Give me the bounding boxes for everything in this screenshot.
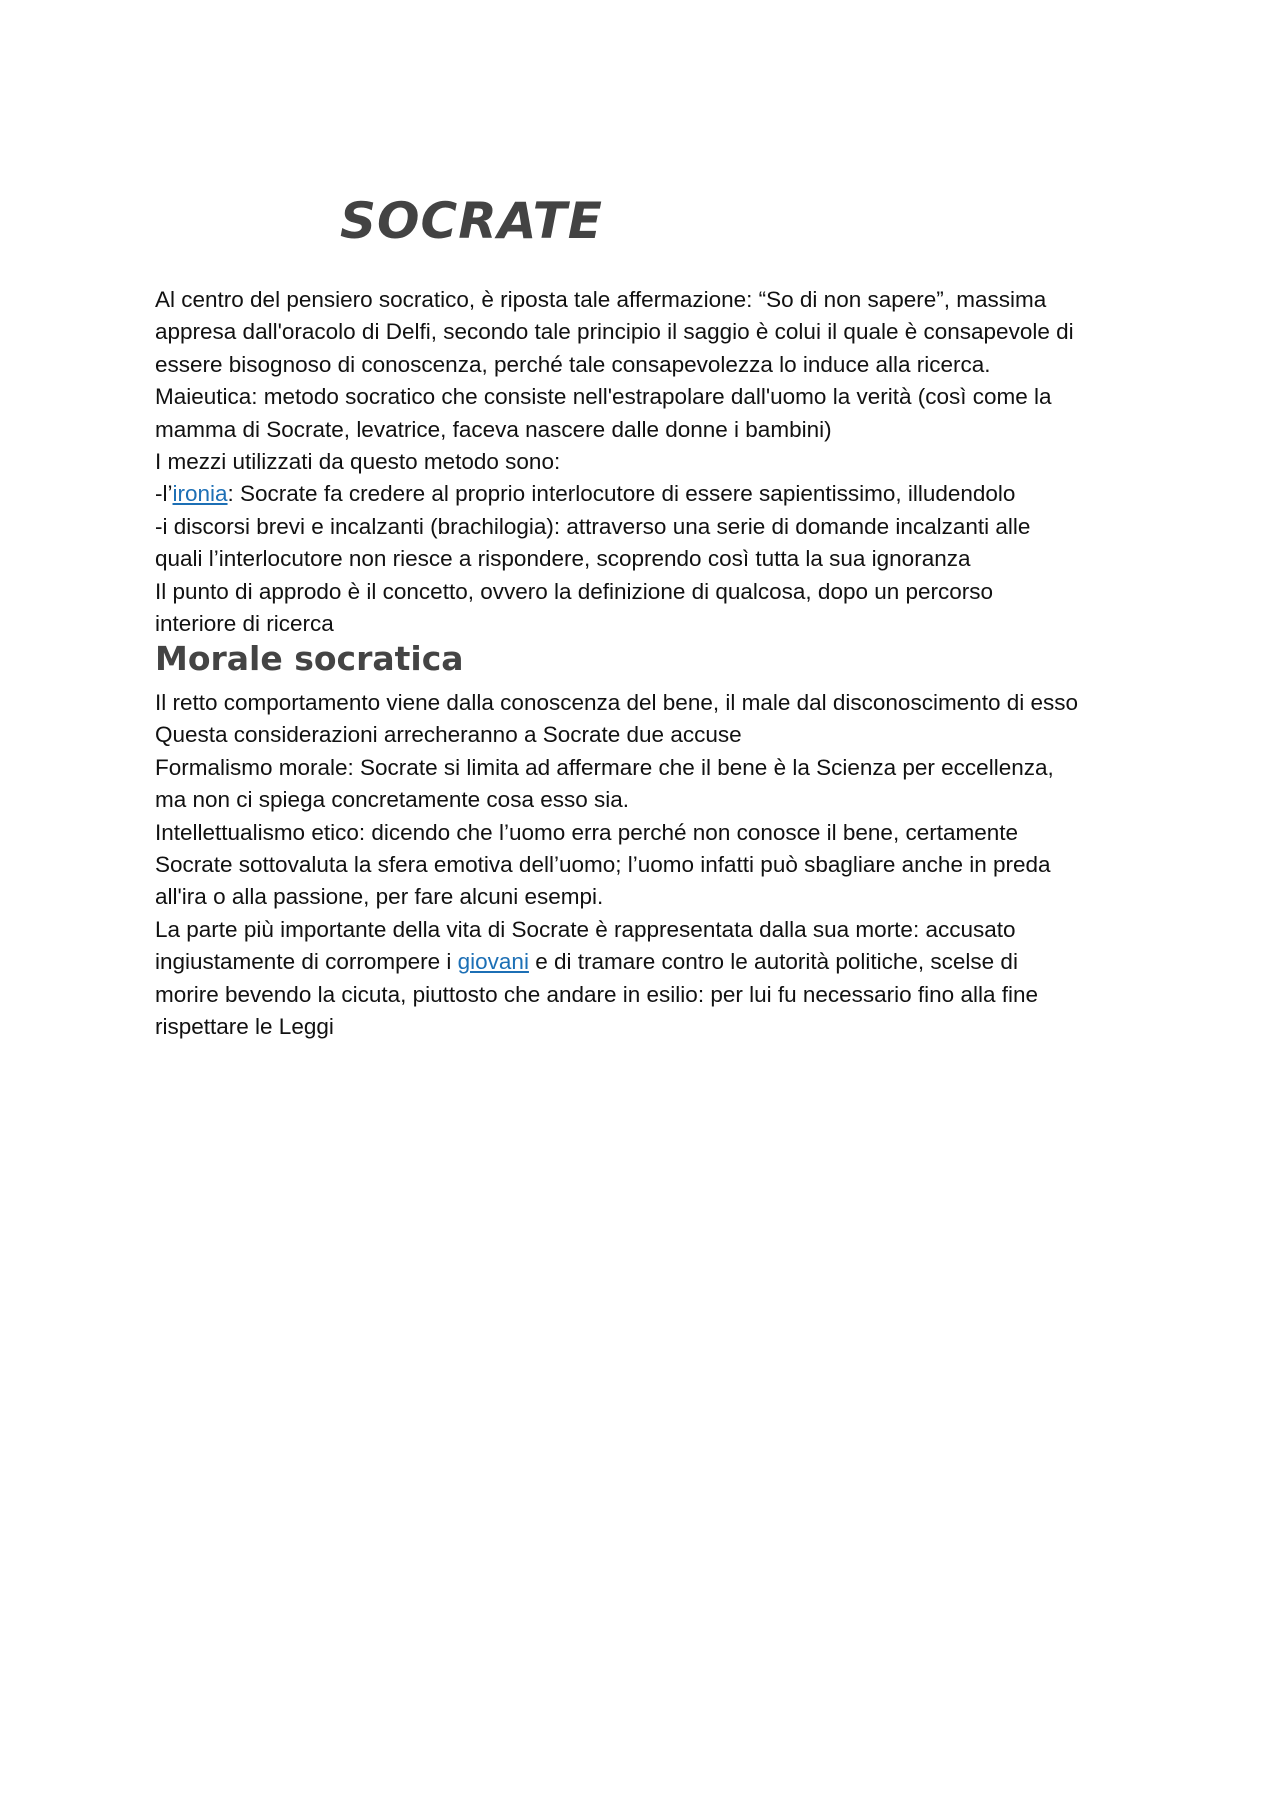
document-title: SOCRATE xyxy=(340,192,603,250)
text-line: Questa considerazioni arrecheranno a Socrate due accuse xyxy=(155,722,742,748)
text-line: interiore di ricerca xyxy=(155,610,334,636)
text-line: essere bisognoso di conoscenza, perché tale consapevolezza lo induce alla ricerca. xyxy=(155,351,991,377)
ironia-link[interactable]: ironia xyxy=(172,481,228,507)
ironia-line xyxy=(155,478,1155,510)
section-morale xyxy=(155,687,1155,1043)
giovani-line xyxy=(155,946,1155,978)
section-intro xyxy=(155,284,1155,640)
text-fragment: e di tramare contro le autorità politiche, scelse di xyxy=(528,949,1018,975)
text-line: Socrate sottovaluta la sfera emotiva dell’uomo; l’uomo infatti può sbagliare anche in preda xyxy=(155,851,1051,877)
section-heading-morale: Morale socratica xyxy=(155,639,464,678)
text-line: -i discorsi brevi e incalzanti (brachilogia): attraverso una serie di domande incalzanti alle xyxy=(155,513,1031,539)
text-line: Maieutica: metodo socratico che consiste nell'estrapolare dall'uomo la verità (così come la xyxy=(155,384,1052,410)
text-line: Al centro del pensiero socratico, è riposta tale affermazione: “So di non sapere”, massima xyxy=(155,287,1047,312)
text-line: ma non ci spiega concretamente cosa esso sia. xyxy=(155,787,630,813)
text-line: Intellettualismo etico: dicendo che l’uomo erra perché non conosce il bene, certamente xyxy=(155,819,1018,845)
text-line: quali l’interlocutore non riesce a rispondere, scoprendo così tutta la sua ignoranza xyxy=(155,546,971,572)
text-line: appresa dall'oracolo di Delfi, secondo tale principio il saggio è colui il quale è consapevole di xyxy=(155,319,1074,345)
text-line: I mezzi utilizzati da questo metodo sono: xyxy=(155,448,561,474)
text-line: morire bevendo la cicuta, piuttosto che andare in esilio: per lui fu necessario fino alla fine xyxy=(155,981,1039,1007)
text-line: all'ira o alla passione, per fare alcuni esempi. xyxy=(155,884,604,910)
text-line: mamma di Socrate, levatrice, faceva nascere dalle donne i bambini) xyxy=(155,416,832,442)
text-fragment: -l’ xyxy=(155,481,173,507)
text-line: Il retto comportamento viene dalla conoscenza del bene, il male dal disconoscimento di esso xyxy=(155,690,1079,715)
text-fragment: ingiustamente di corrompere i xyxy=(155,949,458,975)
giovani-link[interactable]: giovani xyxy=(457,949,529,975)
text-line: Il punto di approdo è il concetto, ovvero la definizione di qualcosa, dopo un percorso xyxy=(155,578,994,604)
text-line: rispettare le Leggi xyxy=(155,1013,334,1039)
text-line: La parte più importante della vita di Socrate è rappresentata dalla sua morte: accusato xyxy=(155,916,1016,942)
text-fragment: : Socrate fa credere al proprio interlocutore di essere sapientissimo, illudendolo xyxy=(227,481,1016,507)
text-line: Formalismo morale: Socrate si limita ad affermare che il bene è la Scienza per eccellenza, xyxy=(155,754,1054,780)
